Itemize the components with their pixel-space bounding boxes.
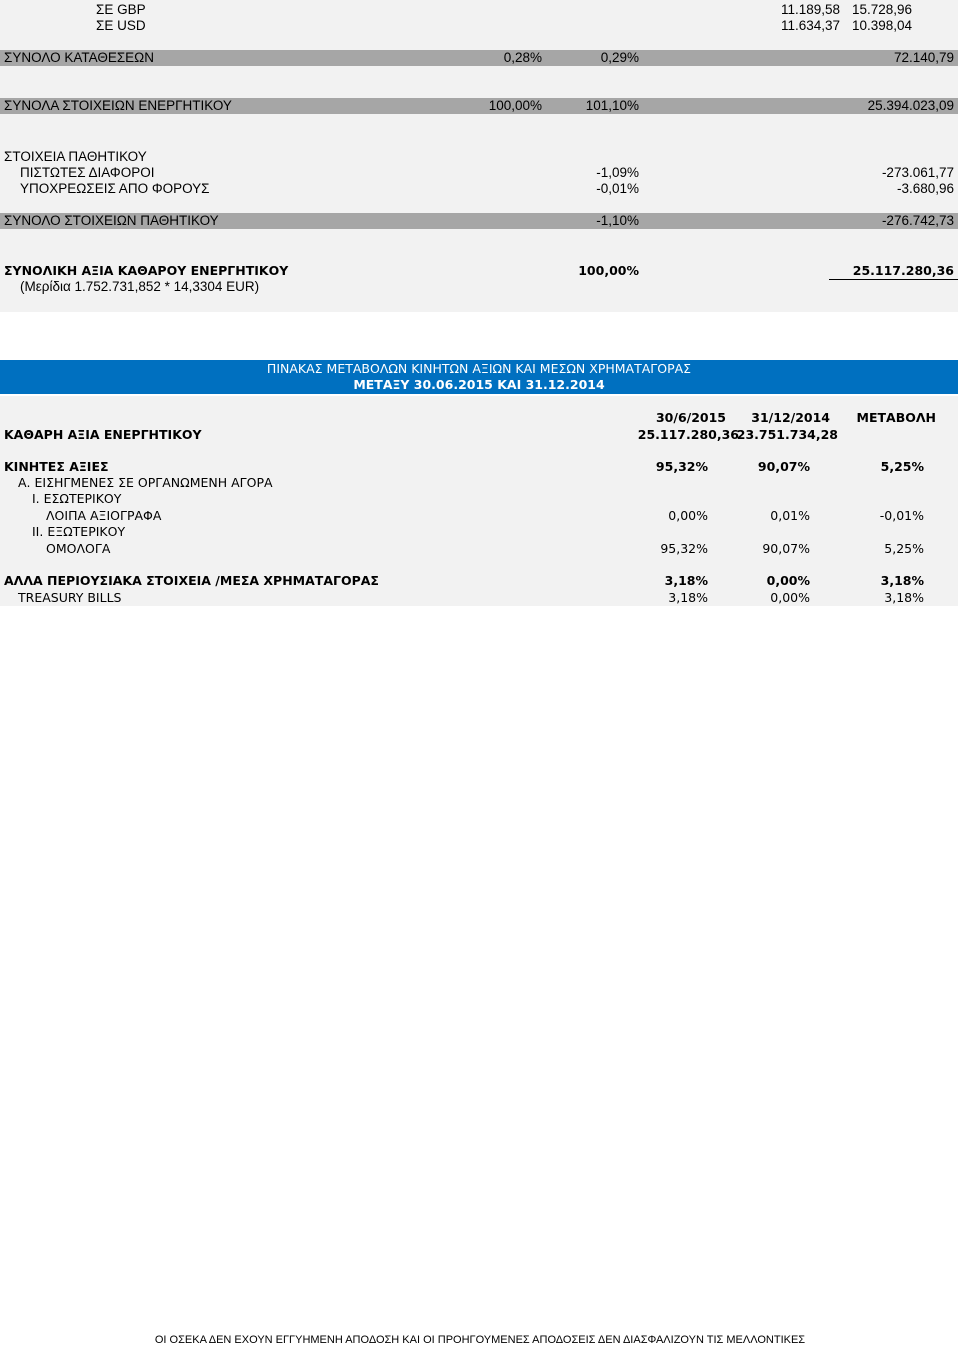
- liability-label: ΠΙΣΤΩΤΕΣ ΔΙΑΦΟΡΟΙ: [20, 165, 155, 180]
- total-deposits-amount: 72.140,79: [893, 50, 954, 65]
- securities-label: ΚΙΝΗΤΕΣ ΑΞΙΕΣ: [4, 459, 109, 474]
- disclaimer-footer: ΟΙ ΟΣΕΚΑ ΔΕΝ ΕΧΟΥΝ ΕΓΓΥΗΜΕΝΗ ΑΠΟΔΟΣΗ ΚΑΙ ΟΙ ΠΡΟΗΓΟΥΜΕΝΕΣ ΑΠΟΔΟΣΕΙΣ ΔΕΝ ΔΙΑΣΦΑΛΙΖΟΥΝ ΤΙΣ ΜΕΛΛΟΝΤΙΚΕΣ: [154, 1334, 806, 1346]
- other-securities-label: ΛΟΙΠΑ ΑΞΙΟΓΡΑΦΑ: [46, 508, 162, 523]
- total-assets-row: [0, 98, 958, 114]
- securities-row: [0, 459, 958, 475]
- nav-row: [0, 263, 958, 279]
- securities-current: 95,32%: [655, 459, 708, 474]
- liability-row: [0, 181, 958, 197]
- liability-label: ΥΠΟΧΡΕΩΣΕΙΣ ΑΠΟ ΦΟΡΟΥΣ: [20, 181, 210, 196]
- treasury-bills-current: 3,18%: [668, 590, 708, 605]
- bonds-label: ΟΜΟΛΟΓΑ: [46, 541, 111, 556]
- nav-units-row: [0, 279, 958, 295]
- column-header-previous: 31/12/2014: [751, 410, 830, 425]
- bonds-change: 5,25%: [884, 541, 924, 556]
- liability-row: [0, 165, 958, 181]
- changes-table-title: ΠΙΝΑΚΑΣ ΜΕΤΑΒΟΛΩΝ ΚΙΝΗΤΩΝ ΑΞΙΩΝ ΚΑΙ ΜΕΣΩΝ ΧΡΗΜΑΤΑΓΟΡΑΣ: [266, 361, 692, 376]
- liability-amount: -3.680,96: [896, 181, 954, 196]
- foreign-label: ΙΙ. ΕΞΩΤΕΡΙΚΟΥ: [32, 524, 126, 539]
- total-deposits-label: ΣΥΝΟΛΟ ΚΑΤΑΘΕΣΕΩΝ: [4, 50, 155, 65]
- bonds-current: 95,32%: [660, 541, 708, 556]
- treasury-bills-row: [0, 590, 958, 606]
- liabilities-heading: ΣΤΟΙΧΕΙΑ ΠΑΘΗΤΙΚΟΥ: [4, 149, 147, 164]
- liability-pct: -0,01%: [596, 181, 639, 196]
- row-value-1: 11.189,58: [780, 2, 840, 17]
- total-deposits-row: [0, 50, 958, 66]
- total-liabilities-pct: -1,10%: [596, 213, 639, 228]
- total-assets-pct-1: 100,00%: [488, 98, 542, 113]
- money-market-current: 3,18%: [664, 573, 708, 588]
- treasury-bills-previous: 0,00%: [770, 590, 810, 605]
- money-market-label: ΑΛΛΑ ΠΕΡΙΟΥΣΙΑΚΑ ΣΤΟΙΧΕΙΑ /ΜΕΣΑ ΧΡΗΜΑΤΑΓΟΡΑΣ: [4, 573, 379, 588]
- changes-nav-label: ΚΑΘΑΡΗ ΑΞΙΑ ΕΝΕΡΓΗΤΙΚΟΥ: [4, 427, 202, 442]
- foreign-row: [0, 524, 958, 540]
- row-label: ΣΕ USD: [96, 18, 146, 33]
- nav-label: ΣΥΝΟΛΙΚΗ ΑΞΙΑ ΚΑΘΑΡΟΥ ΕΝΕΡΓΗΤΙΚΟΥ: [4, 263, 289, 278]
- domestic-label: Ι. ΕΣΩΤΕΡΙΚΟΥ: [32, 491, 122, 506]
- other-securities-change: -0,01%: [879, 508, 924, 523]
- liabilities-heading-row: [0, 149, 958, 165]
- row-value-2: 15.728,96: [851, 2, 912, 17]
- listed-label: Α. ΕΙΣΗΓΜΕΝΕΣ ΣΕ ΟΡΓΑΝΩΜΕΝΗ ΑΓΟΡΑ: [18, 475, 273, 490]
- bonds-row: [0, 541, 958, 557]
- total-assets-pct-2: 101,10%: [585, 98, 639, 113]
- nav-amount: 25.117.280,36: [852, 263, 954, 278]
- changes-table-period: ΜΕΤΑΞΥ 30.06.2015 ΚΑΙ 31.12.2014: [353, 377, 605, 392]
- other-securities-row: [0, 508, 958, 524]
- nav-pct: 100,00%: [578, 263, 639, 278]
- domestic-row: [0, 491, 958, 507]
- changes-table-header: [0, 360, 958, 394]
- money-market-previous: 0,00%: [766, 573, 810, 588]
- deposit-row-gbp: [0, 2, 958, 18]
- changes-nav-previous: 23.751.734,28: [736, 427, 838, 442]
- liability-pct: -1,09%: [596, 165, 639, 180]
- total-liabilities-row: [0, 213, 958, 229]
- column-header-current: 30/6/2015: [655, 410, 726, 425]
- treasury-bills-label: TREASURY BILLS: [18, 590, 122, 605]
- row-value-1: 11.634,37: [780, 18, 840, 33]
- listed-row: [0, 475, 958, 491]
- changes-column-headers: [0, 410, 958, 426]
- other-securities-current: 0,00%: [668, 508, 708, 523]
- total-liabilities-label: ΣΥΝΟΛΟ ΣΤΟΙΧΕΙΩΝ ΠΑΘΗΤΙΚΟΥ: [4, 213, 219, 228]
- row-value-2: 10.398,04: [851, 18, 912, 33]
- securities-change: 5,25%: [880, 459, 924, 474]
- total-liabilities-amount: -276.742,73: [881, 213, 954, 228]
- total-deposits-pct-1: 0,28%: [503, 50, 542, 65]
- row-label: ΣΕ GBP: [96, 2, 146, 17]
- money-market-row: [0, 573, 958, 589]
- securities-previous: 90,07%: [757, 459, 810, 474]
- total-assets-label: ΣΥΝΟΛΑ ΣΤΟΙΧΕΙΩΝ ΕΝΕΡΓΗΤΙΚΟΥ: [4, 98, 232, 113]
- money-market-change: 3,18%: [880, 573, 924, 588]
- changes-nav-row: [0, 427, 958, 443]
- column-header-change: ΜΕΤΑΒΟΛΗ: [856, 410, 936, 425]
- total-assets-amount: 25.394.023,09: [867, 98, 954, 113]
- nav-units: (Μερίδια 1.752.731,852 * 14,3304 EUR): [20, 279, 260, 294]
- bonds-previous: 90,07%: [762, 541, 810, 556]
- other-securities-previous: 0,01%: [770, 508, 810, 523]
- treasury-bills-change: 3,18%: [884, 590, 924, 605]
- deposit-row-usd: [0, 18, 958, 34]
- total-deposits-pct-2: 0,29%: [600, 50, 639, 65]
- changes-nav-current: 25.117.280,36: [637, 427, 739, 442]
- liability-amount: -273.061,77: [881, 165, 954, 180]
